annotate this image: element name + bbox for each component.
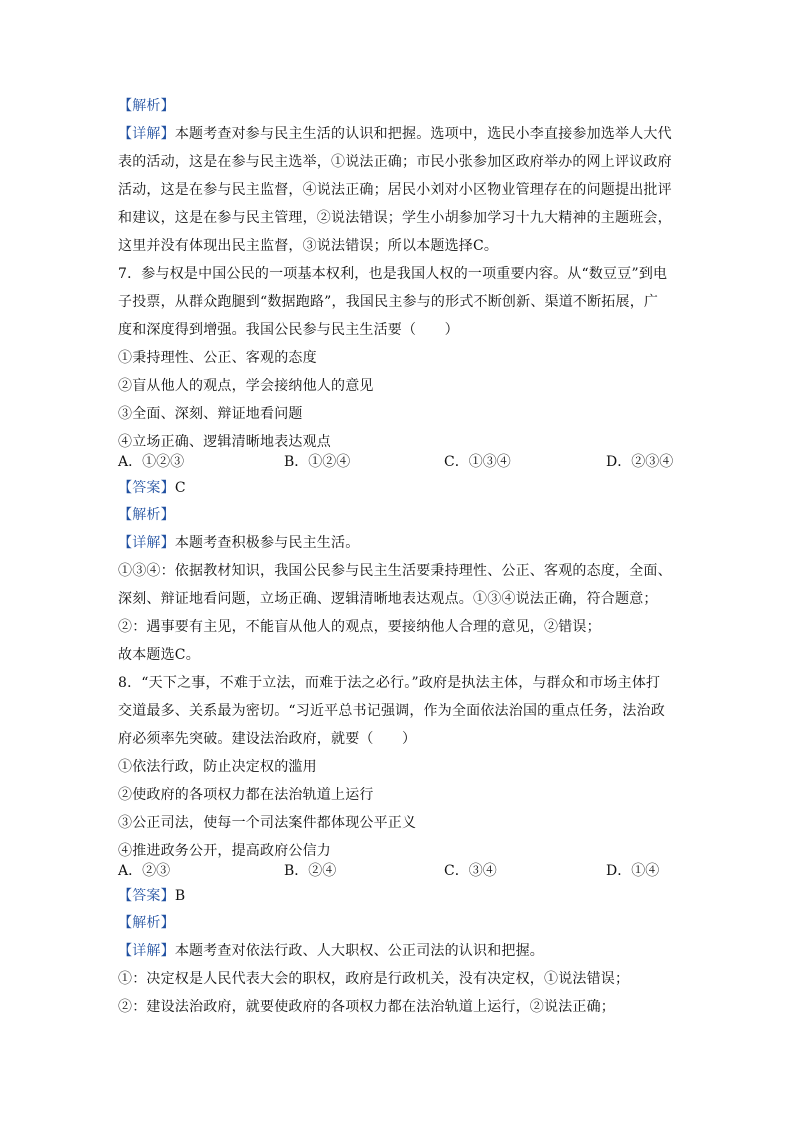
- answer-value: B: [174, 888, 186, 904]
- question-stem-line: 8．“天下之事，不难于立法，而难于法之必行。”政府是执法主体，与群众和市场主体打: [118, 675, 661, 691]
- analysis-label: 【解析】: [118, 507, 175, 523]
- question-stem-line: 7．参与权是中国公民的一项基本权利，也是我国人权的一项重要内容。从“数豆豆”到电: [118, 266, 668, 282]
- answer-label: 【答案】: [118, 480, 175, 496]
- analysis-line: ②：建设法治政府，就要使政府的各项权力都在法治轨道上运行，②说法正确；: [118, 999, 615, 1015]
- question-stem-line: 府必须率先突破。建设法治政府，就要（ ）: [118, 731, 417, 747]
- detail-paragraph-line: 表的活动，这是在参与民主选举，①说法正确；市民小张参加区政府举办的网上评议政府: [118, 154, 672, 170]
- option-b: B．②④: [284, 863, 337, 879]
- question-stem-line: 子投票，从群众跑腿到“数据跑路”，我国民主参与的形式不断创新、渠道不断拓展，广: [118, 294, 659, 310]
- question-stem-line: 交道最多、关系最为密切。“习近平总书记强调，作为全面依法治国的重点任务，法治政: [118, 703, 665, 719]
- statement-item: ④推进政务公开，提高政府公信力: [118, 843, 331, 859]
- detail-text: 本题考查对参与民主生活的认识和把握。选项中，选民小李直接参加选举人大代: [174, 126, 672, 142]
- answer-line: [118, 886, 185, 906]
- detail-paragraph-line: [118, 941, 544, 961]
- option-a: A．①②③: [118, 454, 185, 470]
- detail-label: 【详解】: [118, 535, 175, 551]
- analysis-line: ①：决定权是人民代表大会的职权，政府是行政机关，没有决定权，①说法错误；: [118, 971, 630, 987]
- detail-text: 本题考查积极参与民主生活。: [174, 535, 360, 551]
- statement-item: ③公正司法，使每一个司法案件都体现公平正义: [118, 815, 417, 831]
- detail-paragraph-line: [118, 533, 359, 553]
- option-b: B．①②④: [284, 454, 351, 470]
- statement-item: ④立场正确、逻辑清晰地表达观点: [118, 434, 331, 450]
- option-d: D．①④: [606, 863, 660, 879]
- analysis-label: 【解析】: [118, 915, 175, 931]
- detail-paragraph-line: 这里并没有体现出民主监督，③说法错误；所以本题选择C。: [118, 238, 499, 254]
- detail-paragraph-line: 和建议，这是在参与民主管理，②说法错误；学生小胡参加学习十九大精神的主题班会，: [118, 210, 672, 226]
- statement-item: ①秉持理性、公正、客观的态度: [118, 350, 317, 366]
- detail-label: 【详解】: [118, 943, 175, 959]
- option-d: D．②③④: [606, 454, 674, 470]
- detail-label: 【详解】: [118, 126, 175, 142]
- statement-item: ②使政府的各项权力都在法治轨道上运行: [118, 787, 374, 803]
- answer-label: 【答案】: [118, 888, 175, 904]
- answer-line: [118, 478, 186, 498]
- option-c: C．①③④: [444, 454, 511, 470]
- analysis-label: 【解析】: [118, 98, 175, 114]
- analysis-line: 深刻、辩证地看问题，立场正确、逻辑清晰地表达观点。①③④说法正确，符合题意；: [118, 591, 658, 607]
- answer-value: C: [174, 480, 186, 496]
- statement-item: ③全面、深刻、辩证地看问题: [118, 406, 303, 422]
- option-a: A．②③: [118, 863, 171, 879]
- analysis-line: 故本题选C。: [118, 647, 200, 663]
- statement-item: ②盲从他人的观点，学会接纳他人的意见: [118, 378, 374, 394]
- detail-paragraph-line: [118, 124, 672, 144]
- analysis-line: ②：遇事要有主见，不能盲从他人的观点，要接纳他人合理的意见，②错误；: [118, 619, 601, 635]
- statement-item: ①依法行政，防止决定权的滥用: [118, 759, 317, 775]
- question-stem-line: 度和深度得到增强。我国公民参与民主生活要（ ）: [118, 322, 459, 338]
- detail-paragraph-line: 活动，这是在参与民主监督，④说法正确；居民小刘对小区物业管理存在的问题提出批评: [118, 182, 672, 198]
- detail-text: 本题考查对依法行政、人大职权、公正司法的认识和把握。: [174, 943, 545, 959]
- option-c: C．③④: [444, 863, 497, 879]
- analysis-line: ①③④：依据教材知识，我国公民参与民主生活要秉持理性、公正、客观的态度，全面、: [118, 563, 672, 579]
